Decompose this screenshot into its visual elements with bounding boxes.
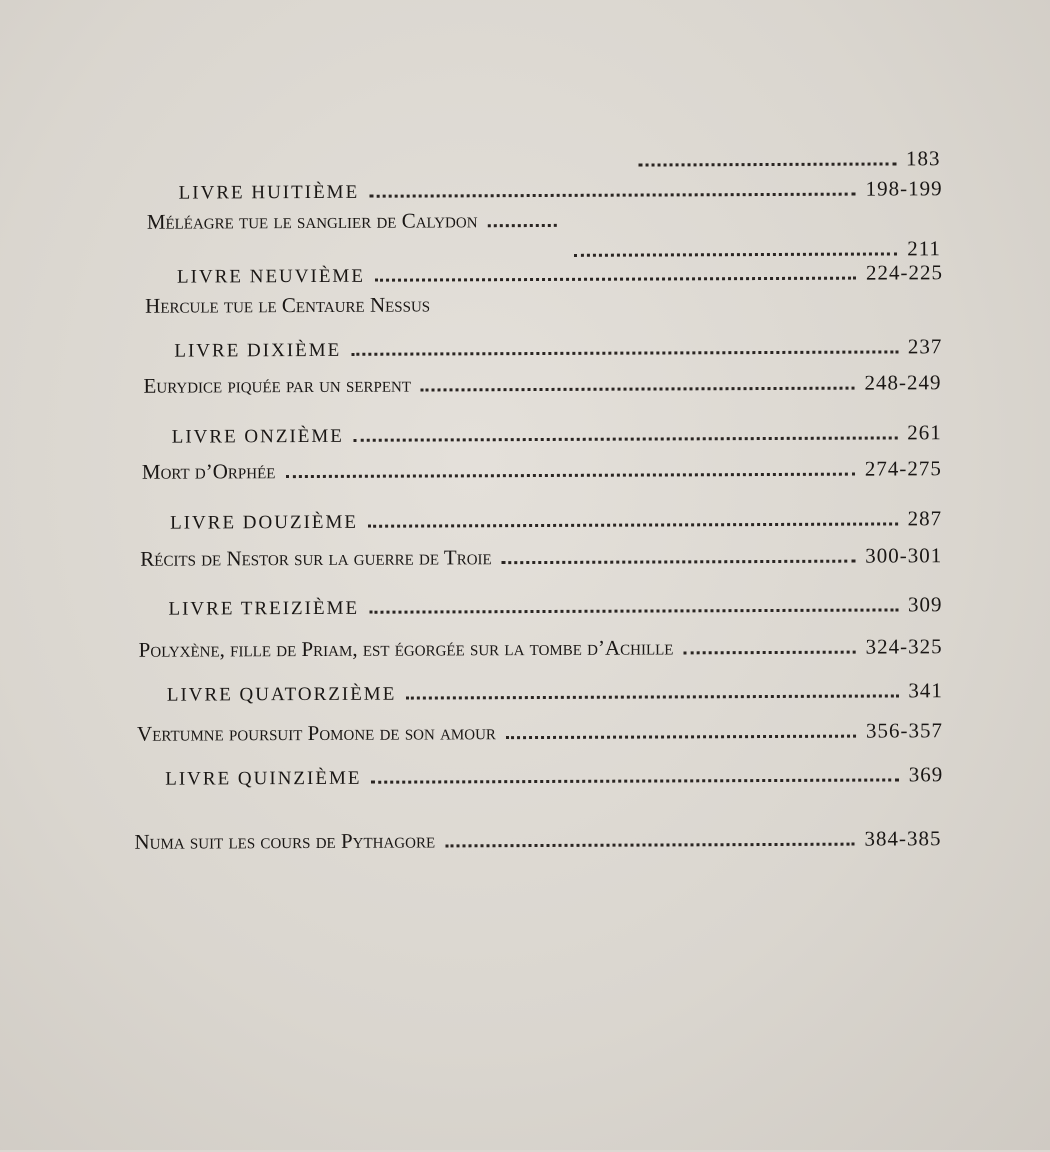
illustration-title: Méléagre tue le sanglier de Calydon — [146, 208, 478, 234]
book-title: LIVRE DOUZIÈME — [170, 511, 359, 534]
dot-leader — [371, 777, 898, 783]
toc-book-heading — [170, 506, 942, 534]
dot-leader — [639, 161, 897, 166]
illustration-title: Récits de Nestor sur la guerre de Troie — [140, 545, 492, 571]
illustration-title: Vertumne poursuit Pomone de son amour — [136, 720, 496, 746]
dot-leader — [445, 841, 854, 847]
toc-book-heading — [168, 592, 942, 620]
illustration-title: Eurydice piquée par un serpent — [143, 372, 412, 398]
illustration-title: Hercule tue le Centaure Nessus — [145, 292, 431, 318]
page-number: 300-301 — [865, 543, 943, 568]
toc-book-heading — [174, 334, 942, 362]
toc-illustration-entry — [137, 718, 943, 747]
book-title: LIVRE QUINZIÈME — [165, 767, 362, 790]
dot-leader — [351, 349, 898, 355]
toc-illustration-entry — [142, 456, 942, 484]
page-number: 248-249 — [864, 370, 942, 395]
toc-line-page-only — [638, 146, 940, 172]
toc-illustration-entry — [140, 543, 942, 571]
illustration-title: Polyxène, fille de Priam, est égorgée sur la tombe d’Achille — [138, 635, 674, 662]
book-title: LIVRE NEUVIÈME — [176, 265, 365, 288]
dot-leader — [369, 607, 898, 613]
dot-leader — [406, 693, 898, 699]
page-number: 274-275 — [864, 456, 942, 481]
illustration-title: Mort d’Orphée — [141, 459, 276, 484]
page-number: 183 — [905, 146, 941, 171]
page-number: 309 — [907, 592, 943, 617]
dot-leader — [683, 649, 855, 654]
book-title: LIVRE HUITIÈME — [178, 181, 360, 204]
book-title: LIVRE DIXIÈME — [174, 339, 342, 362]
book-title: LIVRE ONZIÈME — [171, 425, 344, 448]
dot-leader — [375, 275, 856, 281]
dot-leader — [354, 435, 897, 441]
page-number: 211 — [907, 236, 941, 261]
page-number: 237 — [907, 334, 943, 359]
page-number: 369 — [908, 762, 944, 787]
dot-leader — [421, 385, 855, 391]
dot-leader — [488, 222, 557, 226]
illustration-title: Numa suit les cours de Pythagore — [134, 828, 436, 854]
page-number: 384-385 — [864, 826, 942, 851]
toc-illustration-entry — [134, 826, 941, 855]
toc-illustration-entry — [143, 370, 941, 398]
dot-leader — [502, 558, 856, 564]
page-number: 198-199 — [865, 176, 943, 201]
page-number: 287 — [907, 506, 943, 531]
dot-leader — [368, 521, 898, 527]
book-title: LIVRE TREIZIÈME — [168, 597, 360, 620]
toc-illustration-entry — [147, 208, 567, 235]
dot-leader — [574, 251, 897, 256]
toc-book-heading — [172, 420, 942, 448]
toc-book-heading — [165, 762, 943, 790]
toc-illustration-entry — [145, 292, 545, 319]
toc-illustration-entry — [139, 634, 943, 663]
toc-book-heading — [179, 176, 943, 204]
page-number: 224-225 — [865, 260, 944, 285]
toc-line-page-only — [574, 236, 941, 263]
toc-book-heading — [177, 260, 943, 288]
dot-leader — [285, 471, 854, 477]
dot-leader — [506, 733, 856, 739]
toc-book-heading — [167, 678, 943, 706]
dot-leader — [369, 191, 856, 197]
page-number: 356-357 — [865, 718, 944, 743]
book-title: LIVRE QUATORZIÈME — [166, 683, 397, 706]
page-number: 261 — [907, 420, 942, 445]
page-number: 324-325 — [865, 634, 943, 659]
page-number: 341 — [908, 678, 943, 703]
